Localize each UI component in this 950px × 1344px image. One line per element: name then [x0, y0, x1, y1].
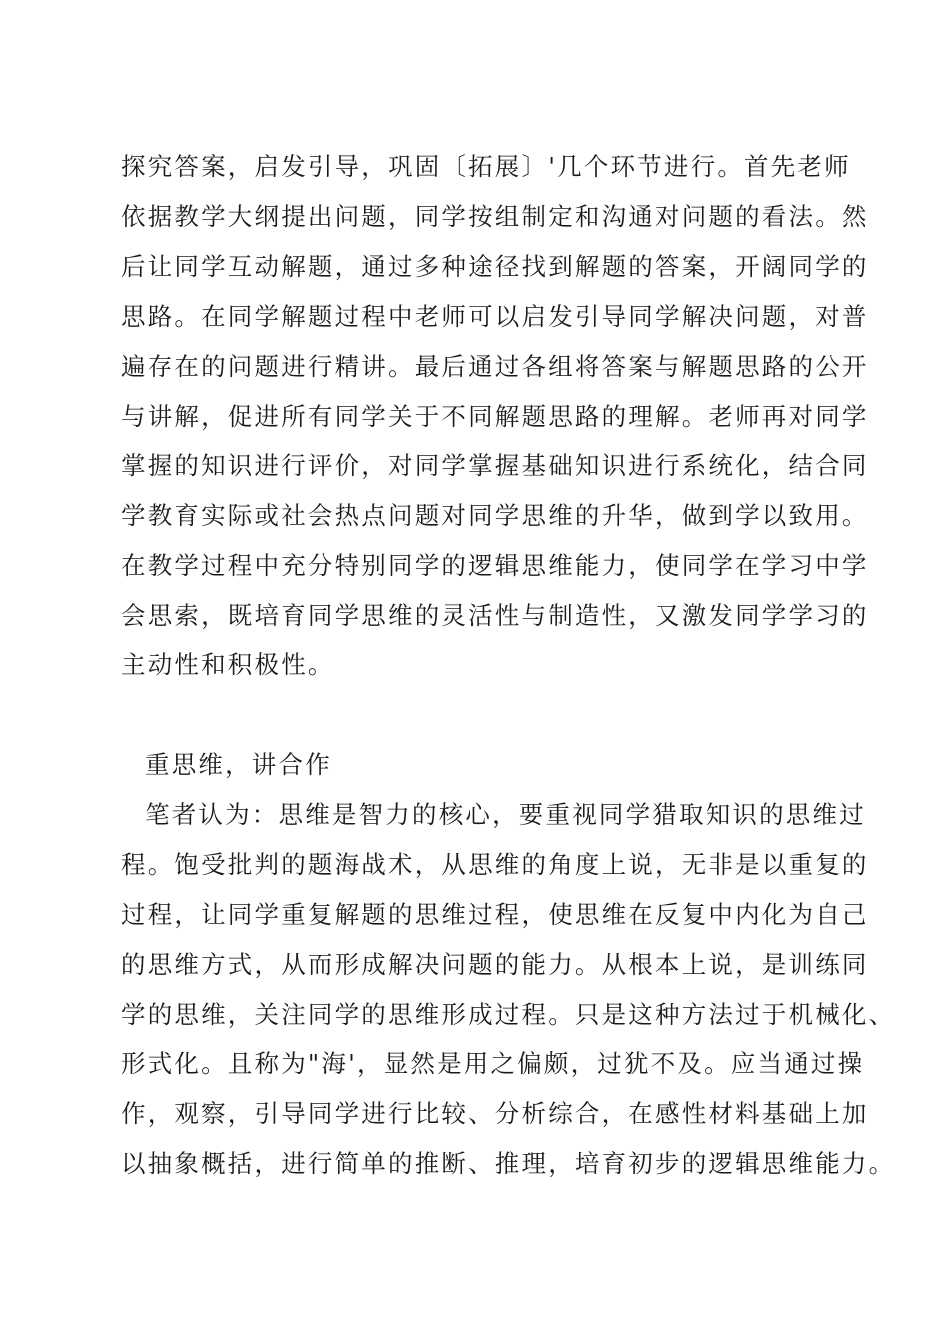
paragraph1-line-9: 在教学过程中充分特别同学的逻辑思维能力，使同学在学习中学	[121, 551, 869, 580]
paragraph2-line-7: 作，观察，引导同学进行比较、分析综合，在感性材料基础上加	[121, 1099, 869, 1128]
paragraph2-line-4: 的思维方式，从而形成解决问题的能力。从根本上说，是训练同	[121, 950, 869, 979]
paragraph2-line-2: 程。饱受批判的题海战术，从思维的角度上说，无非是以重复的	[121, 850, 869, 879]
paragraph2-line-6: 形式化。且称为"海'，显然是用之偏颇，过犹不及。应当通过操	[121, 1049, 865, 1078]
paragraph1-line-7: 掌握的知识进行评价，对同学掌握基础知识进行系统化，结合同	[121, 451, 869, 480]
paragraph1-line-2: 依据教学大纲提出问题，同学按组制定和沟通对问题的看法。然	[121, 202, 869, 231]
paragraph1-line-6: 与讲解，促进所有同学关于不同解题思路的理解。老师再对同学	[121, 402, 869, 431]
section-heading: 重思维，讲合作	[145, 750, 332, 779]
paragraph1-line-4: 思路。在同学解题过程中老师可以启发引导同学解决问题，对普	[121, 302, 869, 331]
paragraph1-line-3: 后让同学互动解题，通过多种途径找到解题的答案，开阔同学的	[121, 252, 869, 281]
paragraph1-line-8: 学教育实际或社会热点问题对同学思维的升华，做到学以致用。	[121, 501, 869, 530]
paragraph2-line-5: 学的思维，关注同学的思维形成过程。只是这种方法过于机械化、	[121, 1000, 896, 1029]
paragraph1-line-5: 遍存在的问题进行精讲。最后通过各组将答案与解题思路的公开	[121, 352, 869, 381]
paragraph2-line-8: 以抽象概括，进行简单的推断、推理，培育初步的逻辑思维能力。	[121, 1149, 896, 1178]
paragraph1-line-11: 主动性和积极性。	[121, 650, 335, 679]
paragraph2-line-3: 过程，让同学重复解题的思维过程，使思维在反复中内化为自己	[121, 900, 869, 929]
paragraph1-line-10: 会思索，既培育同学思维的灵活性与制造性，又激发同学学习的	[121, 601, 869, 630]
paragraph1-line-1: 探究答案，启发引导，巩固〔拓展〕'几个环节进行。首先老师	[121, 152, 851, 181]
paragraph2-line-1: 笔者认为：思维是智力的核心，要重视同学猎取知识的思维过	[145, 800, 866, 829]
